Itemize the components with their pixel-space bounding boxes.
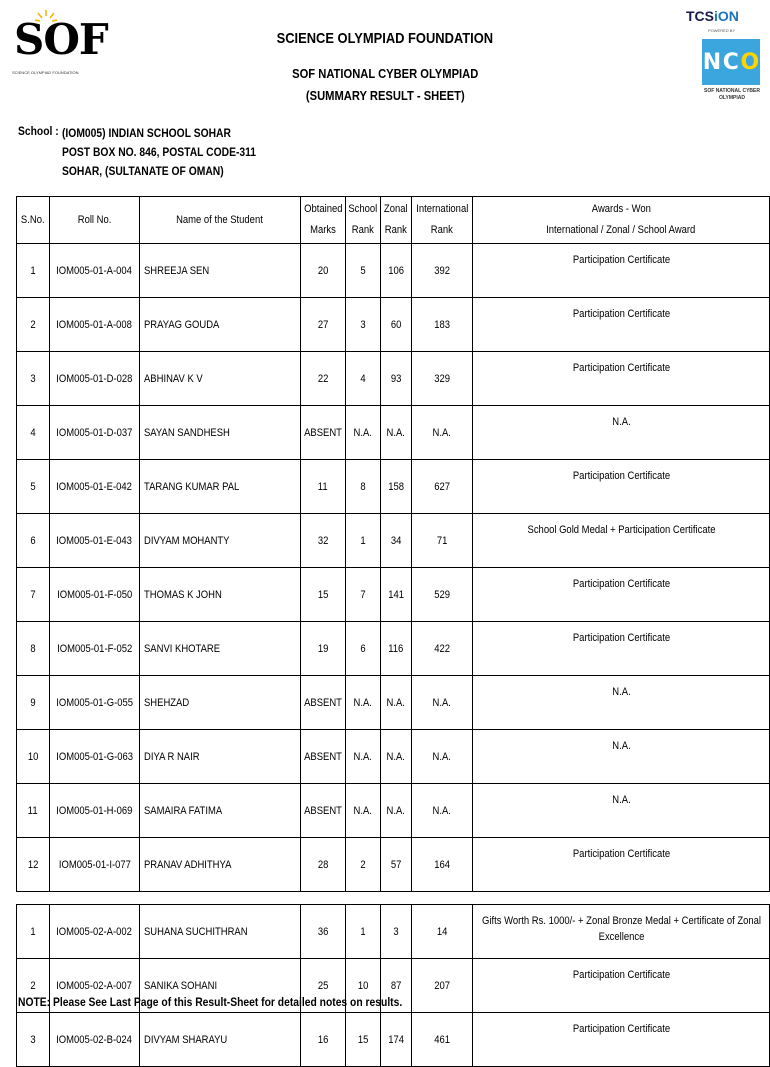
row-obtained-marks: 19: [300, 622, 346, 676]
row-zonal-rank: N.A.: [380, 406, 411, 460]
row-student-name: DIYA R NAIR: [140, 730, 300, 784]
row-obtained-marks: 28: [300, 838, 346, 892]
row-sno: 3: [17, 1013, 50, 1067]
row-intl-rank: 71: [411, 514, 473, 568]
header-school-rank: School Rank: [346, 197, 381, 244]
row-roll-number: IOM005-01-F-050: [49, 568, 139, 622]
row-award: N.A.: [473, 406, 770, 460]
nco-letter-o: O: [740, 49, 760, 75]
row-intl-rank: N.A.: [411, 730, 473, 784]
row-sno: 2: [17, 959, 50, 1013]
row-sno: 4: [17, 406, 50, 460]
school-line: POST BOX NO. 846, POSTAL CODE-311: [62, 145, 257, 159]
row-school-rank: 4: [346, 352, 381, 406]
table-row: [17, 905, 770, 959]
row-award: Participation Certificate: [473, 352, 770, 406]
row-student-name: SANVI KHOTARE: [140, 622, 300, 676]
row-sno: 6: [17, 514, 50, 568]
row-obtained-marks: 25: [300, 959, 346, 1013]
row-student-name: PRANAV ADHITHYA: [140, 838, 300, 892]
row-school-rank: 15: [346, 1013, 381, 1067]
row-sno: 3: [17, 352, 50, 406]
row-award: Participation Certificate: [473, 568, 770, 622]
row-sno: 1: [17, 244, 50, 298]
sof-logo-text: SOF: [14, 15, 108, 64]
result-table: [16, 196, 770, 1067]
row-intl-rank: 14: [411, 905, 473, 959]
row-obtained-marks: 11: [300, 460, 346, 514]
row-sno: 7: [17, 568, 50, 622]
row-sno: 12: [17, 838, 50, 892]
nco-logo: [680, 6, 764, 116]
row-intl-rank: 164: [411, 838, 473, 892]
row-school-rank: 5: [346, 244, 381, 298]
row-award: N.A.: [473, 784, 770, 838]
row-award: School Gold Medal + Participation Certificate: [473, 514, 770, 568]
row-sno: 8: [17, 622, 50, 676]
row-award: N.A.: [473, 730, 770, 784]
row-intl-rank: N.A.: [411, 676, 473, 730]
sof-logo-subtitle: SCIENCE OLYMPIAD FOUNDATION: [12, 70, 79, 75]
row-obtained-marks: ABSENT: [300, 406, 346, 460]
row-student-name: SUHANA SUCHITHRAN: [140, 905, 300, 959]
row-zonal-rank: 93: [380, 352, 411, 406]
row-obtained-marks: 36: [300, 905, 346, 959]
school-line: SOHAR, (SULTANATE OF OMAN): [62, 164, 224, 178]
row-award: Participation Certificate: [473, 622, 770, 676]
row-zonal-rank: 34: [380, 514, 411, 568]
header-name: Name of the Student: [140, 197, 300, 244]
header-obtained-marks: Obtained Marks: [300, 197, 346, 244]
row-roll-number: IOM005-02-B-024: [49, 1013, 139, 1067]
row-intl-rank: 461: [411, 1013, 473, 1067]
row-intl-rank: 207: [411, 959, 473, 1013]
row-roll-number: IOM005-01-F-052: [49, 622, 139, 676]
group-separator: [17, 892, 770, 905]
row-roll-number: IOM005-01-G-055: [49, 676, 139, 730]
row-roll-number: IOM005-01-I-077: [49, 838, 139, 892]
header-zonal-rank: Zonal Rank: [380, 197, 411, 244]
row-obtained-marks: 27: [300, 298, 346, 352]
olympiad-title: SOF NATIONAL CYBER OLYMPIAD: [291, 66, 479, 81]
table-row: [17, 352, 770, 406]
group-separator-cell: [17, 892, 770, 905]
organization-title: SCIENCE OLYMPIAD FOUNDATION: [276, 30, 494, 47]
row-intl-rank: 422: [411, 622, 473, 676]
row-roll-number: IOM005-01-A-004: [49, 244, 139, 298]
row-award: Participation Certificate: [473, 460, 770, 514]
row-award: Participation Certificate: [473, 838, 770, 892]
table-row: [17, 730, 770, 784]
row-zonal-rank: 106: [380, 244, 411, 298]
row-roll-number: IOM005-01-G-063: [49, 730, 139, 784]
row-school-rank: 6: [346, 622, 381, 676]
powered-by-text: POWERED BY: [708, 28, 736, 33]
row-intl-rank: 392: [411, 244, 473, 298]
row-intl-rank: N.A.: [411, 406, 473, 460]
table-row: [17, 622, 770, 676]
row-award: N.A.: [473, 676, 770, 730]
row-student-name: THOMAS K JOHN: [140, 568, 300, 622]
row-sno: 9: [17, 676, 50, 730]
row-roll-number: IOM005-01-H-069: [49, 784, 139, 838]
row-intl-rank: 529: [411, 568, 473, 622]
row-sno: 1: [17, 905, 50, 959]
row-obtained-marks: 22: [300, 352, 346, 406]
row-award: Participation Certificate: [473, 244, 770, 298]
row-roll-number: IOM005-01-A-008: [49, 298, 139, 352]
tcs-ion-logo: TCSiON: [686, 8, 739, 24]
header-roll: Roll No.: [49, 197, 139, 244]
table-row: [17, 784, 770, 838]
table-row: [17, 514, 770, 568]
row-sno: 11: [17, 784, 50, 838]
row-roll-number: IOM005-01-E-042: [49, 460, 139, 514]
row-award: Participation Certificate: [473, 959, 770, 1013]
header-intl-rank: International Rank: [411, 197, 473, 244]
row-roll-number: IOM005-01-E-043: [49, 514, 139, 568]
row-student-name: ABHINAV K V: [140, 352, 300, 406]
sheet-title: (SUMMARY RESULT - SHEET): [305, 88, 465, 103]
nco-badge: [702, 39, 760, 85]
row-obtained-marks: ABSENT: [300, 730, 346, 784]
table-row: [17, 298, 770, 352]
table-row: [17, 1013, 770, 1067]
row-roll-number: IOM005-02-A-007: [49, 959, 139, 1013]
row-zonal-rank: 158: [380, 460, 411, 514]
row-roll-number: IOM005-01-D-028: [49, 352, 139, 406]
row-zonal-rank: N.A.: [380, 784, 411, 838]
row-award: Participation Certificate: [473, 298, 770, 352]
row-student-name: DIVYAM MOHANTY: [140, 514, 300, 568]
table-header-row: [17, 197, 770, 244]
row-zonal-rank: N.A.: [380, 676, 411, 730]
nco-logo-subtitle: SOF NATIONAL CYBER OLYMPIAD: [704, 88, 760, 101]
row-obtained-marks: 15: [300, 568, 346, 622]
row-sno: 10: [17, 730, 50, 784]
row-zonal-rank: N.A.: [380, 730, 411, 784]
row-zonal-rank: 57: [380, 838, 411, 892]
row-student-name: SANIKA SOHANI: [140, 959, 300, 1013]
table-row: [17, 676, 770, 730]
table-row: [17, 406, 770, 460]
row-school-rank: N.A.: [346, 730, 381, 784]
school-label: School :: [18, 124, 59, 138]
row-award: Gifts Worth Rs. 1000/- + Zonal Bronze Medal + Certificate of Zonal Excellence: [473, 905, 770, 959]
table-row: [17, 460, 770, 514]
footnote: NOTE: Please See Last Page of this Result-Sheet for detailed notes on results.: [18, 995, 403, 1009]
table-row: [17, 838, 770, 892]
row-school-rank: 1: [346, 905, 381, 959]
row-roll-number: IOM005-02-A-002: [49, 905, 139, 959]
school-line: (IOM005) INDIAN SCHOOL SOHAR: [62, 126, 231, 140]
table-row: [17, 568, 770, 622]
row-intl-rank: 627: [411, 460, 473, 514]
table-row: [17, 244, 770, 298]
row-intl-rank: 183: [411, 298, 473, 352]
row-student-name: SAYAN SANDHESH: [140, 406, 300, 460]
header-sno: S.No.: [17, 197, 50, 244]
row-school-rank: 10: [346, 959, 381, 1013]
row-student-name: SAMAIRA FATIMA: [140, 784, 300, 838]
row-school-rank: 7: [346, 568, 381, 622]
row-intl-rank: N.A.: [411, 784, 473, 838]
row-sno: 5: [17, 460, 50, 514]
row-zonal-rank: 141: [380, 568, 411, 622]
row-zonal-rank: 60: [380, 298, 411, 352]
row-student-name: SHEHZAD: [140, 676, 300, 730]
row-intl-rank: 329: [411, 352, 473, 406]
row-obtained-marks: ABSENT: [300, 676, 346, 730]
row-obtained-marks: 20: [300, 244, 346, 298]
row-school-rank: N.A.: [346, 676, 381, 730]
row-school-rank: N.A.: [346, 406, 381, 460]
header-awards: Awards - Won International / Zonal / School Award: [473, 197, 770, 244]
row-zonal-rank: 87: [380, 959, 411, 1013]
row-zonal-rank: 3: [380, 905, 411, 959]
nco-letter-n: N: [702, 49, 722, 75]
row-award: Participation Certificate: [473, 1013, 770, 1067]
row-obtained-marks: ABSENT: [300, 784, 346, 838]
row-student-name: PRAYAG GOUDA: [140, 298, 300, 352]
row-student-name: SHREEJA SEN: [140, 244, 300, 298]
row-school-rank: 1: [346, 514, 381, 568]
row-sno: 2: [17, 298, 50, 352]
row-school-rank: N.A.: [346, 784, 381, 838]
row-school-rank: 2: [346, 838, 381, 892]
row-school-rank: 3: [346, 298, 381, 352]
school-address: [62, 124, 288, 181]
nco-letter-c: C: [722, 49, 739, 75]
row-zonal-rank: 116: [380, 622, 411, 676]
row-zonal-rank: 174: [380, 1013, 411, 1067]
row-student-name: TARANG KUMAR PAL: [140, 460, 300, 514]
row-roll-number: IOM005-01-D-037: [49, 406, 139, 460]
row-student-name: DIVYAM SHARAYU: [140, 1013, 300, 1067]
row-obtained-marks: 32: [300, 514, 346, 568]
row-school-rank: 8: [346, 460, 381, 514]
row-obtained-marks: 16: [300, 1013, 346, 1067]
